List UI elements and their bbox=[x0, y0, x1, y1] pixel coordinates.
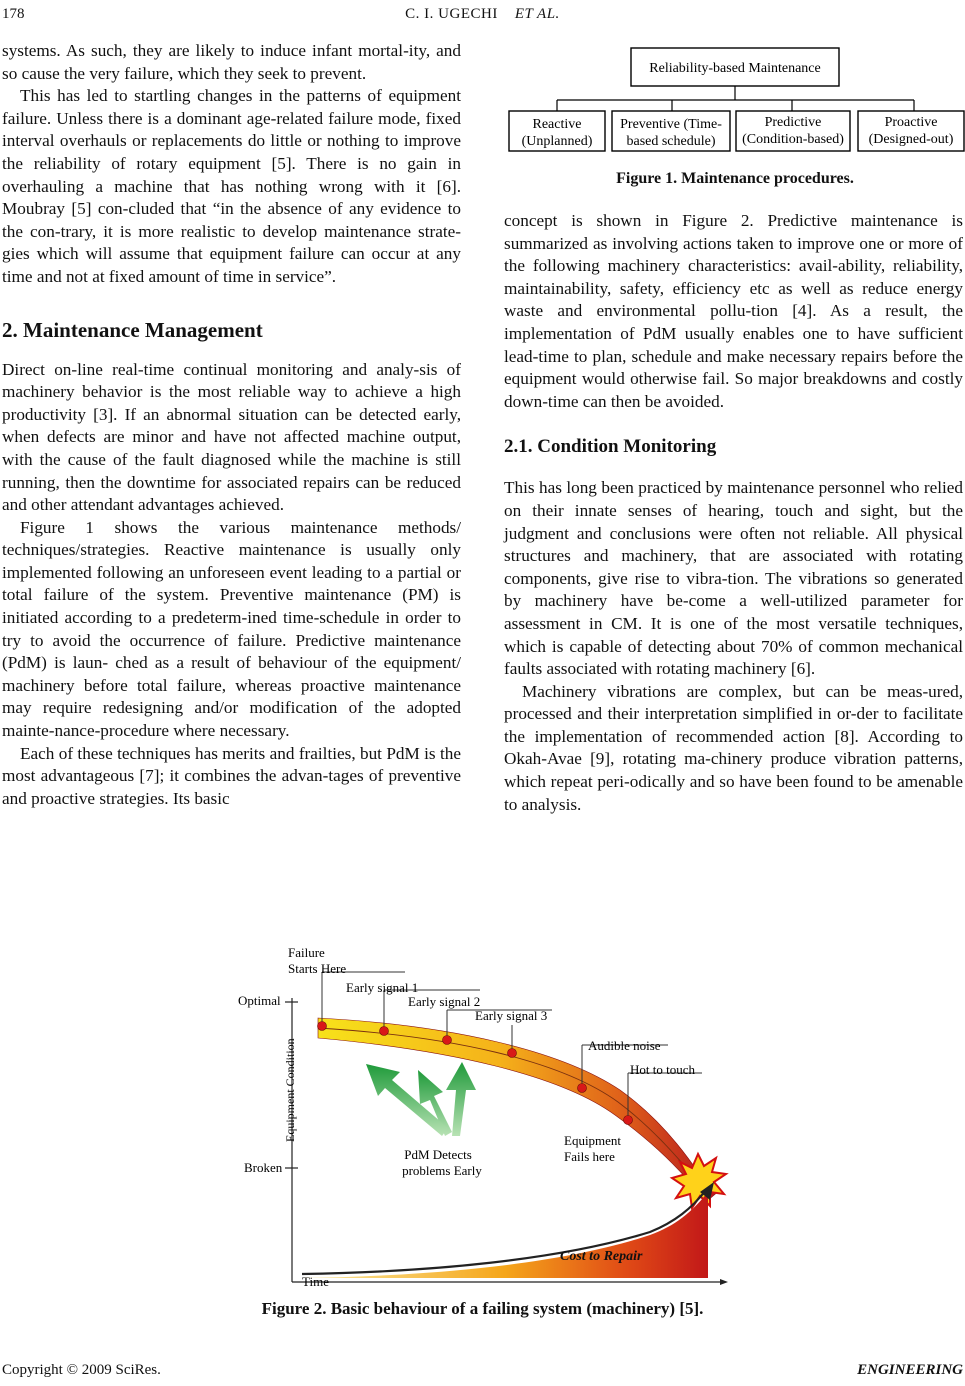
cost-area bbox=[302, 1192, 708, 1278]
failing-system-diagram bbox=[230, 940, 740, 1290]
child-label: Reactive bbox=[532, 117, 582, 132]
x-axis-arrow bbox=[720, 1279, 728, 1285]
paragraph: Direct on-line real-time continual monitoring and analy-sis of machinery behavior is the most reliable way to achieve a high productivity [3]. If an abnormal situation can be detected early, when defects are minor and have not affected machine output, with the cause of the fault diagnosed while the machine is still running, then the downtime for associated repairs can be reduced and other attendant advantages achieved. bbox=[2, 359, 461, 515]
paragraph: This has long been practiced by maintenance personnel who relied on their innate senses of hearing, touch and sight, but the judgment and conclusions were often not reliable. All physical structures and machinery, that are associated with rotating components, give rise to vibra-tion. The vibrations so generated by machinery have be-come a well-utilized parameter for assessment in CM. It is one of the most versatile techniques, which is capable of detecting about 70% of common mechanical faults associated with rotating machinery [6]. bbox=[504, 478, 963, 679]
figure-2-caption: Figure 2. Basic behaviour of a failing system (machinery) [5]. bbox=[261, 1299, 704, 1318]
cost-to-repair-label: Cost to Repair bbox=[560, 1249, 643, 1264]
failure-label: Failure bbox=[288, 945, 325, 960]
running-head bbox=[0, 6, 965, 23]
child-label: Preventive (Time- bbox=[620, 117, 722, 132]
left-column bbox=[2, 40, 461, 810]
failure-start-marker bbox=[318, 1022, 327, 1031]
early-signal-2-marker bbox=[443, 1036, 452, 1045]
equipment-fails-label: Fails here bbox=[564, 1149, 615, 1164]
hot-to-touch-marker bbox=[624, 1116, 633, 1125]
early-signal-1-label: Early signal 1 bbox=[346, 980, 419, 995]
page-number: 178 bbox=[2, 6, 25, 22]
optimal-label: Optimal bbox=[238, 993, 281, 1008]
page-footer bbox=[2, 1362, 963, 1379]
pdm-detects-label: PdM Detects bbox=[404, 1147, 472, 1162]
child-label: Predictive bbox=[764, 115, 822, 130]
maintenance-tree-diagram bbox=[505, 40, 965, 165]
section-heading: 2. Maintenance Management bbox=[2, 317, 263, 342]
paragraph: Figure 1 shows the various maintenance methods/ techniques/strategies. Reactive maintenance is usually only implemented following an unforeseen event leading to a partial or total failure of the system. Preventive maintenance (PM) is initiated according to a predeterm-ined time-schedule in order to try to avoid the occurrence of failure. Predictive maintenance (PdM) is laun- ched as a result of behaviour of the equipment/ machinery before total failure, whereas proactive maintenance may require redesigning and/or modification of the adopted mainte-nance-procedure where necessary. bbox=[2, 517, 461, 741]
green-arrows-icon bbox=[366, 1062, 476, 1136]
early-signal-1-marker bbox=[380, 1027, 389, 1036]
early-signal-2-label: Early signal 2 bbox=[408, 994, 481, 1009]
audible-noise-label: Audible noise bbox=[588, 1038, 661, 1053]
page-header bbox=[0, 6, 965, 26]
journal-name: ENGINEERING bbox=[857, 1362, 963, 1378]
right-column bbox=[504, 210, 963, 816]
equipment-fails-label: Equipment bbox=[564, 1133, 622, 1148]
hot-to-touch-label: Hot to touch bbox=[630, 1062, 695, 1077]
running-head-etal: ET AL. bbox=[514, 6, 560, 22]
child-label: (Condition-based) bbox=[742, 132, 844, 147]
audible-noise-marker bbox=[578, 1084, 587, 1093]
y-axis-label: Equipment Condition bbox=[283, 1038, 297, 1142]
copyright-text: Copyright © 2009 SciRes. bbox=[2, 1362, 161, 1378]
paragraph: concept is shown in Figure 2. Predictive maintenance is summarized as involving actions taken to improve one or more of the following machinery characteristics: avail-ability, reliability, maintainability, safety, efficiency etc as well as reduce energy waste and environmental pollu-tion [4]. As a result, the implementation of PdM usually enables one to have sufficient lead-time to plan, schedule and make necessary repairs before the equipment would otherwise fail. So major breakdowns and costly down-time can then be avoided. bbox=[504, 211, 963, 411]
broken-label: Broken bbox=[244, 1160, 283, 1175]
child-label: (Unplanned) bbox=[521, 134, 593, 149]
paragraph: systems. As such, they are likely to induce infant mortal-ity, and so cause the very failure, which they seek to prevent. bbox=[2, 41, 461, 83]
root-label: Reliability-based Maintenance bbox=[649, 61, 821, 76]
subsection-heading: 2.1. Condition Monitoring bbox=[504, 436, 717, 458]
child-label: Proactive bbox=[884, 115, 938, 130]
early-signal-3-marker bbox=[508, 1049, 517, 1058]
pdm-detects-label: problems Early bbox=[402, 1163, 482, 1178]
figure-1-caption: Figure 1. Maintenance procedures. bbox=[616, 170, 854, 187]
x-axis-label: Time bbox=[302, 1274, 329, 1289]
child-label: based schedule) bbox=[626, 134, 716, 149]
running-head-author: C. I. UGECHI bbox=[405, 6, 498, 22]
figure-2 bbox=[230, 940, 740, 1290]
paragraph: Machinery vibrations are complex, but can be meas-ured, processed and their interpretation simplified in or-der to facilitate the implementation of recommended action [8]. According to Okah-Avae [9], rotating ma-chinery produce vibration patterns, which repeat peri-odically and so have been found to be amenable to analysis. bbox=[504, 681, 963, 814]
early-signal-3-label: Early signal 3 bbox=[475, 1008, 548, 1023]
child-label: (Designed-out) bbox=[868, 132, 954, 147]
paragraph: Each of these techniques has merits and frailties, but PdM is the most advantageous [7]; it combines the advan-tages of preventive and proactive strategies. Its basic bbox=[2, 743, 461, 808]
failure-label: Starts Here bbox=[288, 961, 347, 976]
paragraph: This has led to startling changes in the patterns of equipment failure. Unless there is a dominant age-related failure mode, fixed interval overhauls or replacements do little or nothing to improve the reliability of rotary equipment [5]. There is no gain in overhauling a machine that has nothing wrong with it [6]. Moubray [5] con-cluded that “in the absence of any evidence to the con-trary, it is more realistic to develop maintenance strate-gies which will assume that equipment failure can occur at any time and not at fixed amount of time in service”. bbox=[2, 86, 461, 286]
